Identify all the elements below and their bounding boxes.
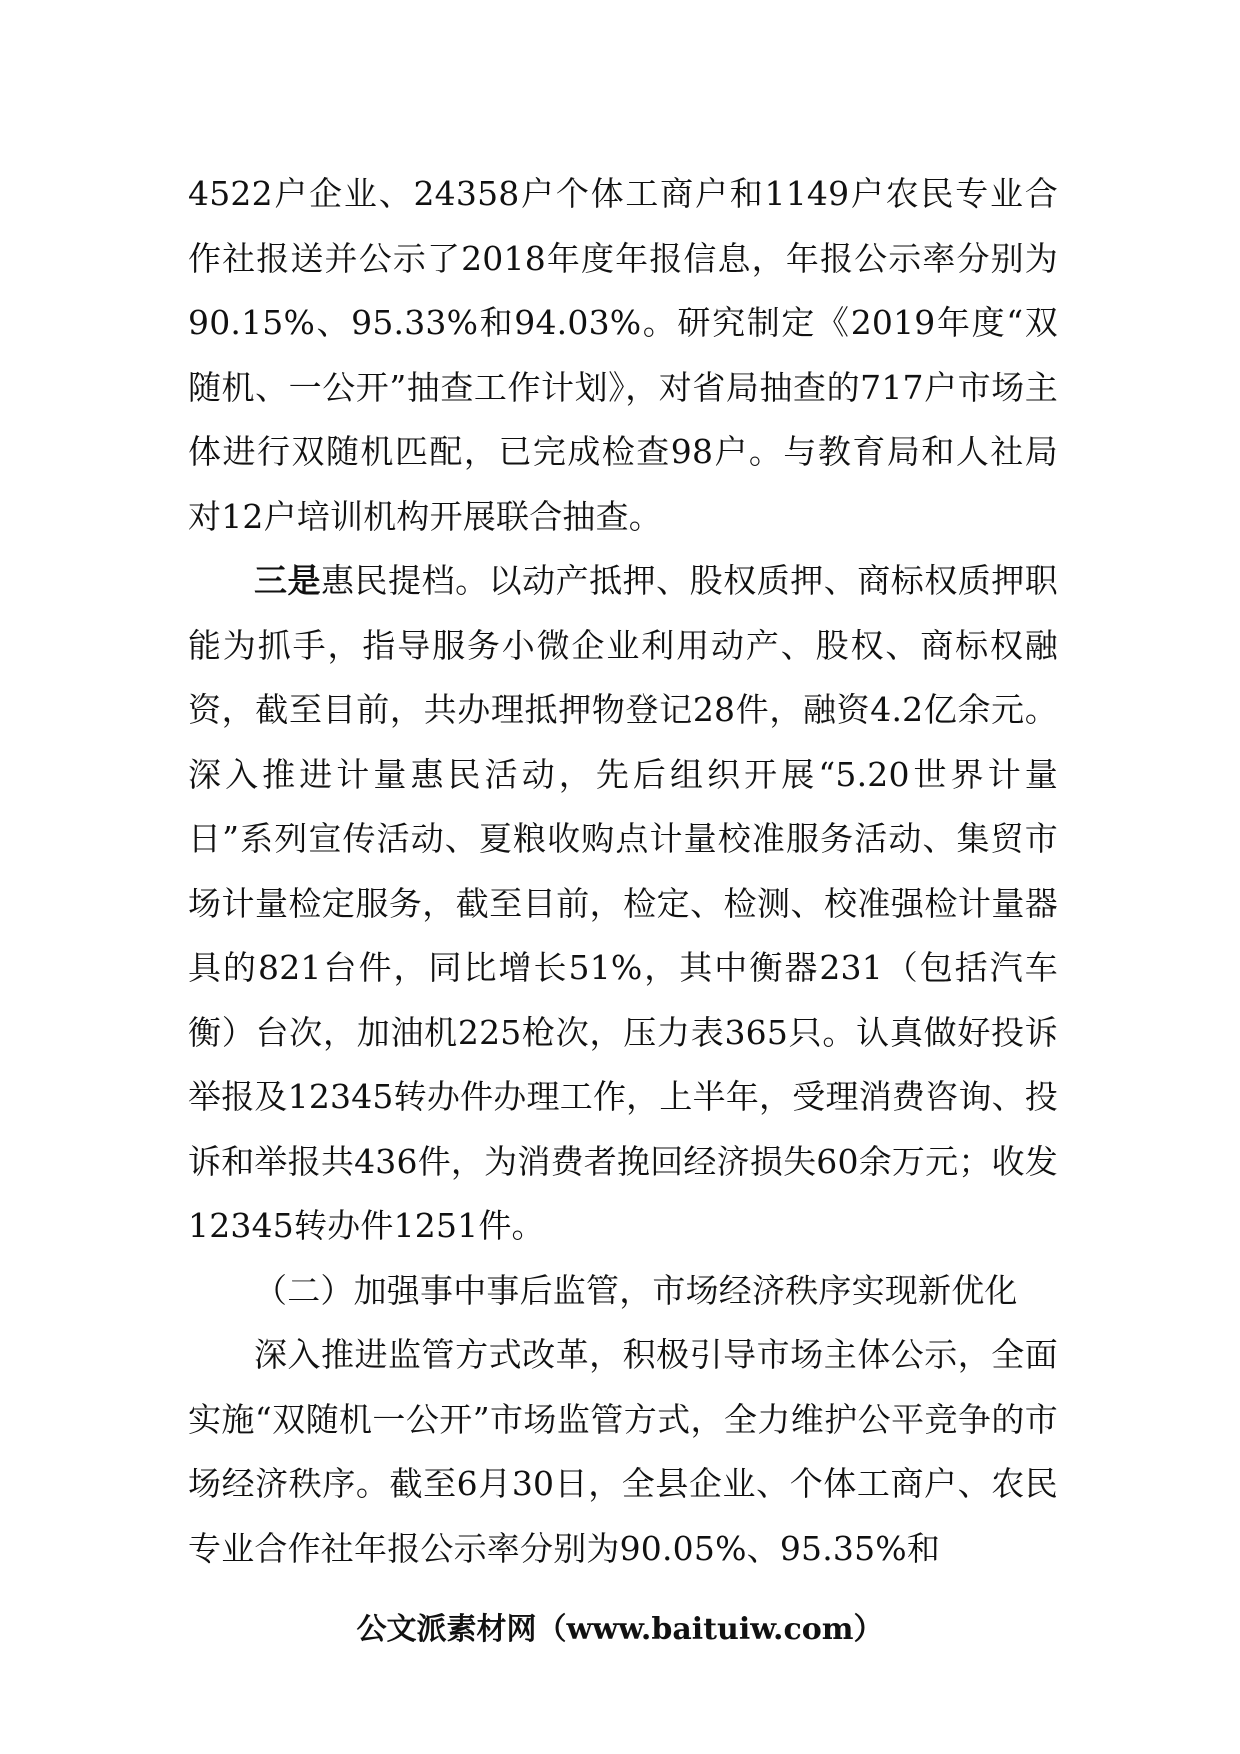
footer-text: 公文派素材网（www.baituiw.com） [356,1612,884,1647]
section-heading [188,1259,1058,1324]
paragraph-2-text: 惠民提档。以动产抵押、股权质押、商标权质押职能为抓手，指导服务小微企业利用动产、股权、商标权融资，截至目前，共办理抵押物登记28件，融资4.2亿余元。深入推进计量惠民活动，先后组织开展“5.20世界计量日”系列宣传活动、夏粮收购点计量校准服务活动、集贸市场计量检定服务，截至目前，检定、检测、校准强检计量器具的821台件，同比增长51%，其中衡器231（包括汽车衡）台次，加油机225枪次，压力表365只。认真做好投诉举报及12345转办件办理工作，上半年，受理消费咨询、投诉和举报共436件，为消费者挽回经济损失60余万元；收发12345转办件1251件。 [188,561,1058,1245]
paragraph-1-text: 4522户企业、24358户个体工商户和1149户农民专业合作社报送并公示了2018年度年报信息，年报公示率分别为90.15%、95.33%和94.03%。研究制定《2019年度“双随机、一公开”抽查工作计划》，对省局抽查的717户市场主体进行双随机匹配，已完成检查98户。与教育局和人社局对12户培训机构开展联合抽查。 [188,174,1058,536]
document-body [188,162,1058,1581]
paragraph-2 [188,549,1058,1259]
paragraph-2-lead: 三是 [254,561,322,600]
paragraph-4-text: 深入推进监管方式改革，积极引导市场主体公示，全面实施“双随机一公开”市场监管方式，全力维护公平竞争的市场经济秩序。截至6月30日，全县企业、个体工商户、农民专业合作社年报公示率分别为90.05%、95.35%和 [188,1335,1058,1568]
paragraph-1 [188,162,1058,549]
paragraph-4 [188,1323,1058,1581]
section-heading-text: （二）加强事中事后监管，市场经济秩序实现新优化 [254,1270,1018,1310]
footer-watermark [0,1604,1240,1648]
